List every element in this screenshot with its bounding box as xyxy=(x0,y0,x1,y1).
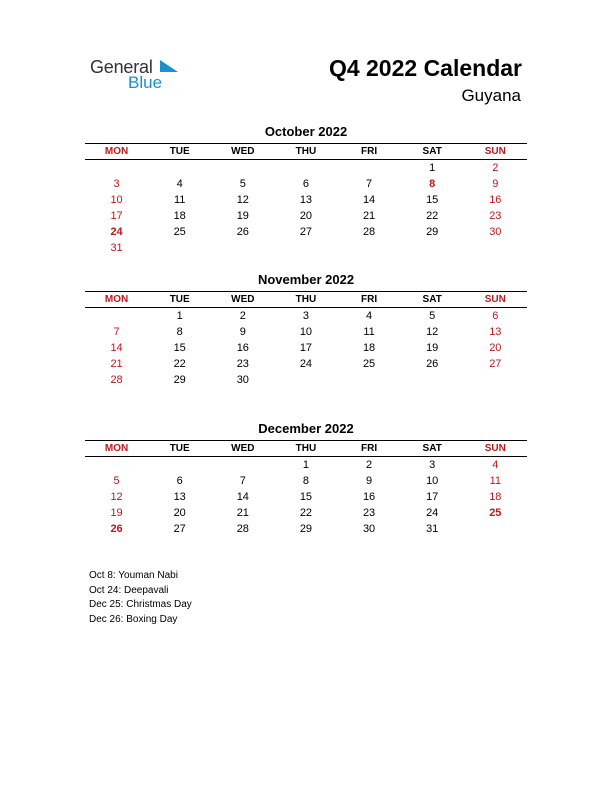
empty-day-cell xyxy=(338,372,401,388)
day-cell: 27 xyxy=(299,226,313,238)
day-cell: 8 xyxy=(176,326,183,338)
empty-day-cell xyxy=(338,240,401,256)
empty-day-cell xyxy=(148,457,211,473)
general-blue-logo xyxy=(90,57,200,97)
weekday-header-row xyxy=(85,292,527,308)
day-cell: 31 xyxy=(426,523,439,535)
week-row xyxy=(85,192,527,208)
week-row xyxy=(85,324,527,340)
weekday-header: SUN xyxy=(484,443,506,454)
empty-day-cell xyxy=(464,240,527,256)
day-cell: 15 xyxy=(299,491,313,503)
empty-day-cell xyxy=(274,160,337,176)
day-cell: 21 xyxy=(362,210,376,222)
weekday-header: WED xyxy=(231,443,255,454)
empty-day-cell xyxy=(85,308,148,324)
weekday-header-row xyxy=(85,144,527,160)
day-cell: 14 xyxy=(362,194,376,206)
weekday-header: THU xyxy=(295,443,317,454)
holiday-day-cell: 25 xyxy=(489,507,502,519)
month-november xyxy=(85,272,527,388)
day-cell: 21 xyxy=(110,358,123,370)
day-cell: 22 xyxy=(299,507,313,519)
empty-day-cell xyxy=(274,240,337,256)
day-cell: 2 xyxy=(366,459,373,471)
day-cell: 18 xyxy=(362,342,376,354)
day-cell: 11 xyxy=(363,326,375,338)
day-cell: 23 xyxy=(489,210,502,222)
logo-triangle-icon xyxy=(160,60,178,72)
day-cell: 20 xyxy=(489,342,502,354)
day-cell: 15 xyxy=(173,342,186,354)
day-cell: 22 xyxy=(173,358,186,370)
month-december xyxy=(85,421,527,537)
day-cell: 9 xyxy=(239,326,246,338)
day-cell: 28 xyxy=(236,523,249,535)
empty-day-cell xyxy=(85,457,148,473)
logo-text-general: General xyxy=(90,57,153,77)
logo-text-blue: Blue xyxy=(128,73,163,92)
week-row xyxy=(85,208,527,224)
empty-day-cell xyxy=(148,160,211,176)
week-row xyxy=(85,308,527,324)
day-cell: 1 xyxy=(302,459,309,471)
day-cell: 11 xyxy=(173,194,186,206)
day-cell: 4 xyxy=(366,310,373,322)
weekday-header: SAT xyxy=(422,294,442,305)
holiday-item: Dec 26: Boxing Day xyxy=(89,613,178,625)
day-cell: 21 xyxy=(236,507,249,519)
week-row xyxy=(85,372,527,388)
day-cell: 23 xyxy=(362,507,376,519)
empty-day-cell xyxy=(211,240,274,256)
empty-day-cell xyxy=(401,240,464,256)
weekday-header: SAT xyxy=(422,443,442,454)
day-cell: 28 xyxy=(110,374,123,386)
day-cell: 26 xyxy=(426,358,439,370)
weekday-header: WED xyxy=(231,294,255,305)
empty-day-cell xyxy=(274,372,337,388)
day-cell: 2 xyxy=(239,310,246,322)
day-cell: 30 xyxy=(489,226,502,238)
day-cell: 12 xyxy=(110,491,123,503)
empty-day-cell xyxy=(211,457,274,473)
day-cell: 24 xyxy=(426,507,439,519)
day-cell: 29 xyxy=(173,374,186,386)
day-cell: 5 xyxy=(239,178,246,190)
day-cell: 25 xyxy=(362,358,376,370)
weekday-header: SAT xyxy=(422,146,442,157)
day-cell: 5 xyxy=(113,475,120,487)
week-row xyxy=(85,489,527,505)
day-cell: 19 xyxy=(236,210,249,222)
holiday-item: Dec 25: Christmas Day xyxy=(89,599,192,610)
month-october xyxy=(85,124,527,256)
day-cell: 16 xyxy=(236,342,249,354)
day-cell: 3 xyxy=(113,178,120,190)
weekday-header: SUN xyxy=(484,146,506,157)
day-cell: 23 xyxy=(236,358,249,370)
weekday-header: TUE xyxy=(169,146,190,157)
country-name: Guyana xyxy=(461,86,521,105)
week-row xyxy=(85,521,527,537)
weekday-header: WED xyxy=(231,146,255,157)
page-title: Q4 2022 Calendar xyxy=(328,55,522,81)
weekday-header: MON xyxy=(104,443,129,454)
weekday-header: FRI xyxy=(361,146,378,157)
day-cell: 1 xyxy=(429,162,436,174)
weekday-header-row xyxy=(85,441,527,457)
day-cell: 27 xyxy=(489,358,502,370)
weekday-header: MON xyxy=(104,294,129,305)
day-cell: 13 xyxy=(173,491,186,503)
day-cell: 31 xyxy=(110,242,123,254)
week-row xyxy=(85,160,527,176)
empty-day-cell xyxy=(338,160,401,176)
month-title: November 2022 xyxy=(257,272,355,287)
day-cell: 15 xyxy=(426,194,439,206)
weekday-header: TUE xyxy=(169,294,190,305)
holiday-item: Oct 24: Deepavali xyxy=(89,584,169,596)
weekday-header: MON xyxy=(104,146,129,157)
empty-day-cell xyxy=(211,160,274,176)
day-cell: 25 xyxy=(173,226,186,238)
day-cell: 30 xyxy=(236,374,249,386)
day-cell: 3 xyxy=(429,459,436,471)
weekday-header: SUN xyxy=(484,294,506,305)
week-row xyxy=(85,176,527,192)
weekday-header: FRI xyxy=(361,443,378,454)
empty-day-cell xyxy=(85,160,148,176)
day-cell: 20 xyxy=(173,507,186,519)
day-cell: 6 xyxy=(492,310,499,322)
day-cell: 20 xyxy=(299,210,313,222)
day-cell: 1 xyxy=(176,310,183,322)
day-cell: 29 xyxy=(426,226,439,238)
day-cell: 4 xyxy=(492,459,499,471)
week-row xyxy=(85,457,527,473)
weekday-header: FRI xyxy=(361,294,378,305)
day-cell: 12 xyxy=(236,194,249,206)
day-cell: 7 xyxy=(366,178,373,190)
day-cell: 9 xyxy=(492,178,499,190)
day-cell: 14 xyxy=(236,491,249,503)
day-cell: 5 xyxy=(429,310,436,322)
weekday-header: THU xyxy=(295,146,317,157)
holiday-day-cell: 26 xyxy=(110,523,123,535)
day-cell: 8 xyxy=(302,475,309,487)
day-cell: 12 xyxy=(426,326,439,338)
day-cell: 28 xyxy=(362,226,376,238)
day-cell: 10 xyxy=(110,194,123,206)
month-title: October 2022 xyxy=(264,124,348,139)
day-cell: 7 xyxy=(113,326,120,338)
day-cell: 17 xyxy=(426,491,439,503)
month-title: December 2022 xyxy=(258,421,354,436)
holiday-day-cell: 24 xyxy=(110,226,123,238)
day-cell: 11 xyxy=(489,475,502,487)
day-cell: 19 xyxy=(426,342,439,354)
day-cell: 27 xyxy=(173,523,186,535)
day-cell: 3 xyxy=(302,310,309,322)
week-row xyxy=(85,505,527,521)
holiday-day-cell: 8 xyxy=(429,178,436,190)
day-cell: 6 xyxy=(176,475,183,487)
day-cell: 16 xyxy=(362,491,376,503)
day-cell: 18 xyxy=(173,210,186,222)
day-cell: 30 xyxy=(362,523,376,535)
week-row xyxy=(85,240,527,256)
day-cell: 10 xyxy=(299,326,313,338)
day-cell: 10 xyxy=(426,475,439,487)
day-cell: 2 xyxy=(492,162,499,174)
weekday-header: THU xyxy=(295,294,317,305)
week-row xyxy=(85,473,527,489)
day-cell: 13 xyxy=(489,326,502,338)
day-cell: 13 xyxy=(299,194,313,206)
day-cell: 14 xyxy=(110,342,123,354)
day-cell: 9 xyxy=(366,475,373,487)
day-cell: 18 xyxy=(489,491,502,503)
empty-day-cell xyxy=(464,372,527,388)
day-cell: 7 xyxy=(239,475,246,487)
day-cell: 24 xyxy=(299,358,313,370)
day-cell: 26 xyxy=(236,226,249,238)
week-row xyxy=(85,340,527,356)
weekday-header: TUE xyxy=(169,443,190,454)
day-cell: 17 xyxy=(110,210,123,222)
day-cell: 29 xyxy=(299,523,313,535)
week-row xyxy=(85,356,527,372)
day-cell: 6 xyxy=(302,178,309,190)
day-cell: 4 xyxy=(176,178,183,190)
empty-day-cell xyxy=(464,521,527,537)
holiday-list xyxy=(89,569,192,627)
day-cell: 19 xyxy=(110,507,123,519)
week-row xyxy=(85,224,527,240)
empty-day-cell xyxy=(401,372,464,388)
empty-day-cell xyxy=(148,240,211,256)
holiday-item: Oct 8: Youman Nabi xyxy=(89,570,178,581)
day-cell: 17 xyxy=(299,342,313,354)
day-cell: 22 xyxy=(426,210,439,222)
day-cell: 16 xyxy=(489,194,502,206)
